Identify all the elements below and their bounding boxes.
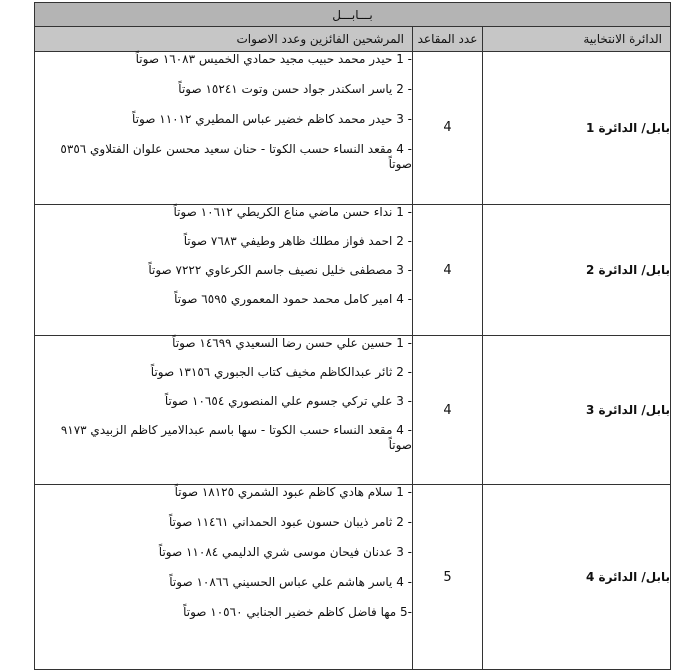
seat-count: 5 — [413, 485, 483, 670]
candidate-item: 3 - حيدر محمد كاظم خضير عباس المطيري ١١٠١٢ صوتاً — [132, 111, 412, 126]
candidate-item: 5- مها فاضل كاظم خضير الجنابي ١٠٥٦٠ صوتاً — [183, 605, 412, 620]
district-name: بابل/ الدائرة 4 — [483, 485, 671, 670]
candidate-list — [35, 485, 413, 670]
header-row — [35, 27, 671, 51]
candidate-item: 4 - مقعد النساء حسب الكوتا - حنان سعيد محسن علوان الفتلاوي ٥٣٥٦ صوتاً — [60, 141, 412, 171]
candidate-item: 2 - احمد فواز مطلك ظاهر وطيفي ٧٦٨٣ صوتاً — [183, 233, 412, 248]
district-column-header: الدائرة الانتخابية — [483, 27, 671, 51]
district-row-4 — [35, 485, 671, 670]
candidate-item: 3 - علي تركي جسوم علي المنصوري ١٠٦٥٤ صوتاً — [164, 394, 412, 409]
candidate-item: 4 - امير كامل محمد حمود المعموري ٦٥٩٥ صوتاً — [174, 291, 412, 306]
candidate-item: 1 - سلام هادي كاظم عبود الشمري ١٨١٢٥ صوتاً — [174, 485, 412, 500]
candidate-item: 3 - مصطفى خليل نصيف جاسم الكرعاوي ٧٢٢٢ صوتاً — [148, 262, 412, 277]
candidate-item: 2 - ياسر اسكندر جواد حسن وتوت ١٥٢٤١ صوتاً — [178, 81, 412, 96]
table-title: بـــابـــل — [35, 3, 671, 27]
candidate-item: 2 - ثامر ذيبان حسون عبود الحمداني ١١٤٦١ صوتاً — [168, 515, 412, 530]
district-name: بابل/ الدائرة 1 — [483, 51, 671, 204]
seat-count: 4 — [413, 336, 483, 485]
seat-count: 4 — [413, 204, 483, 336]
candidate-item: 1 - حسين علي حسن رضا السعيدي ١٤٦٩٩ صوتاً — [172, 336, 412, 351]
district-row-3 — [35, 336, 671, 485]
candidate-list — [35, 204, 413, 336]
district-row-1 — [35, 51, 671, 204]
candidate-item: 1 - حيدر محمد حبيب مجيد حمادي الخميس ١٦٠٨٣ صوتاً — [135, 51, 412, 66]
candidate-item: 1 - نداء حسن ماضي مناع الكريطي ١٠٦١٢ صوتاً — [173, 204, 412, 219]
candidates-column-header: المرشحين الفائزين وعدد الاصوات — [35, 27, 413, 51]
candidate-item: 3 - عدنان فيحان موسى شري الدليمي ١١٠٨٤ صوتاً — [158, 545, 412, 560]
district-name: بابل/ الدائرة 2 — [483, 204, 671, 336]
district-name: بابل/ الدائرة 3 — [483, 336, 671, 485]
candidate-item: 4 - مقعد النساء حسب الكوتا - سها باسم عبدالامير كاظم الزبيدي ٩١٧٣ صوتاً — [60, 423, 412, 453]
seats-column-header: عدد المقاعد — [413, 27, 483, 51]
district-row-2 — [35, 204, 671, 336]
seat-count: 4 — [413, 51, 483, 204]
candidate-list — [35, 336, 413, 485]
election-results-table — [34, 2, 671, 670]
candidate-item: 4 - ياسر هاشم علي عباس الحسيني ١٠٨٦٦ صوتاً — [169, 575, 412, 590]
title-row — [35, 3, 671, 27]
candidate-list — [35, 51, 413, 204]
candidate-item: 2 - ثائر عبدالكاظم مخيف كتاب الجبوري ١٣١٥٦ صوتاً — [150, 365, 412, 380]
